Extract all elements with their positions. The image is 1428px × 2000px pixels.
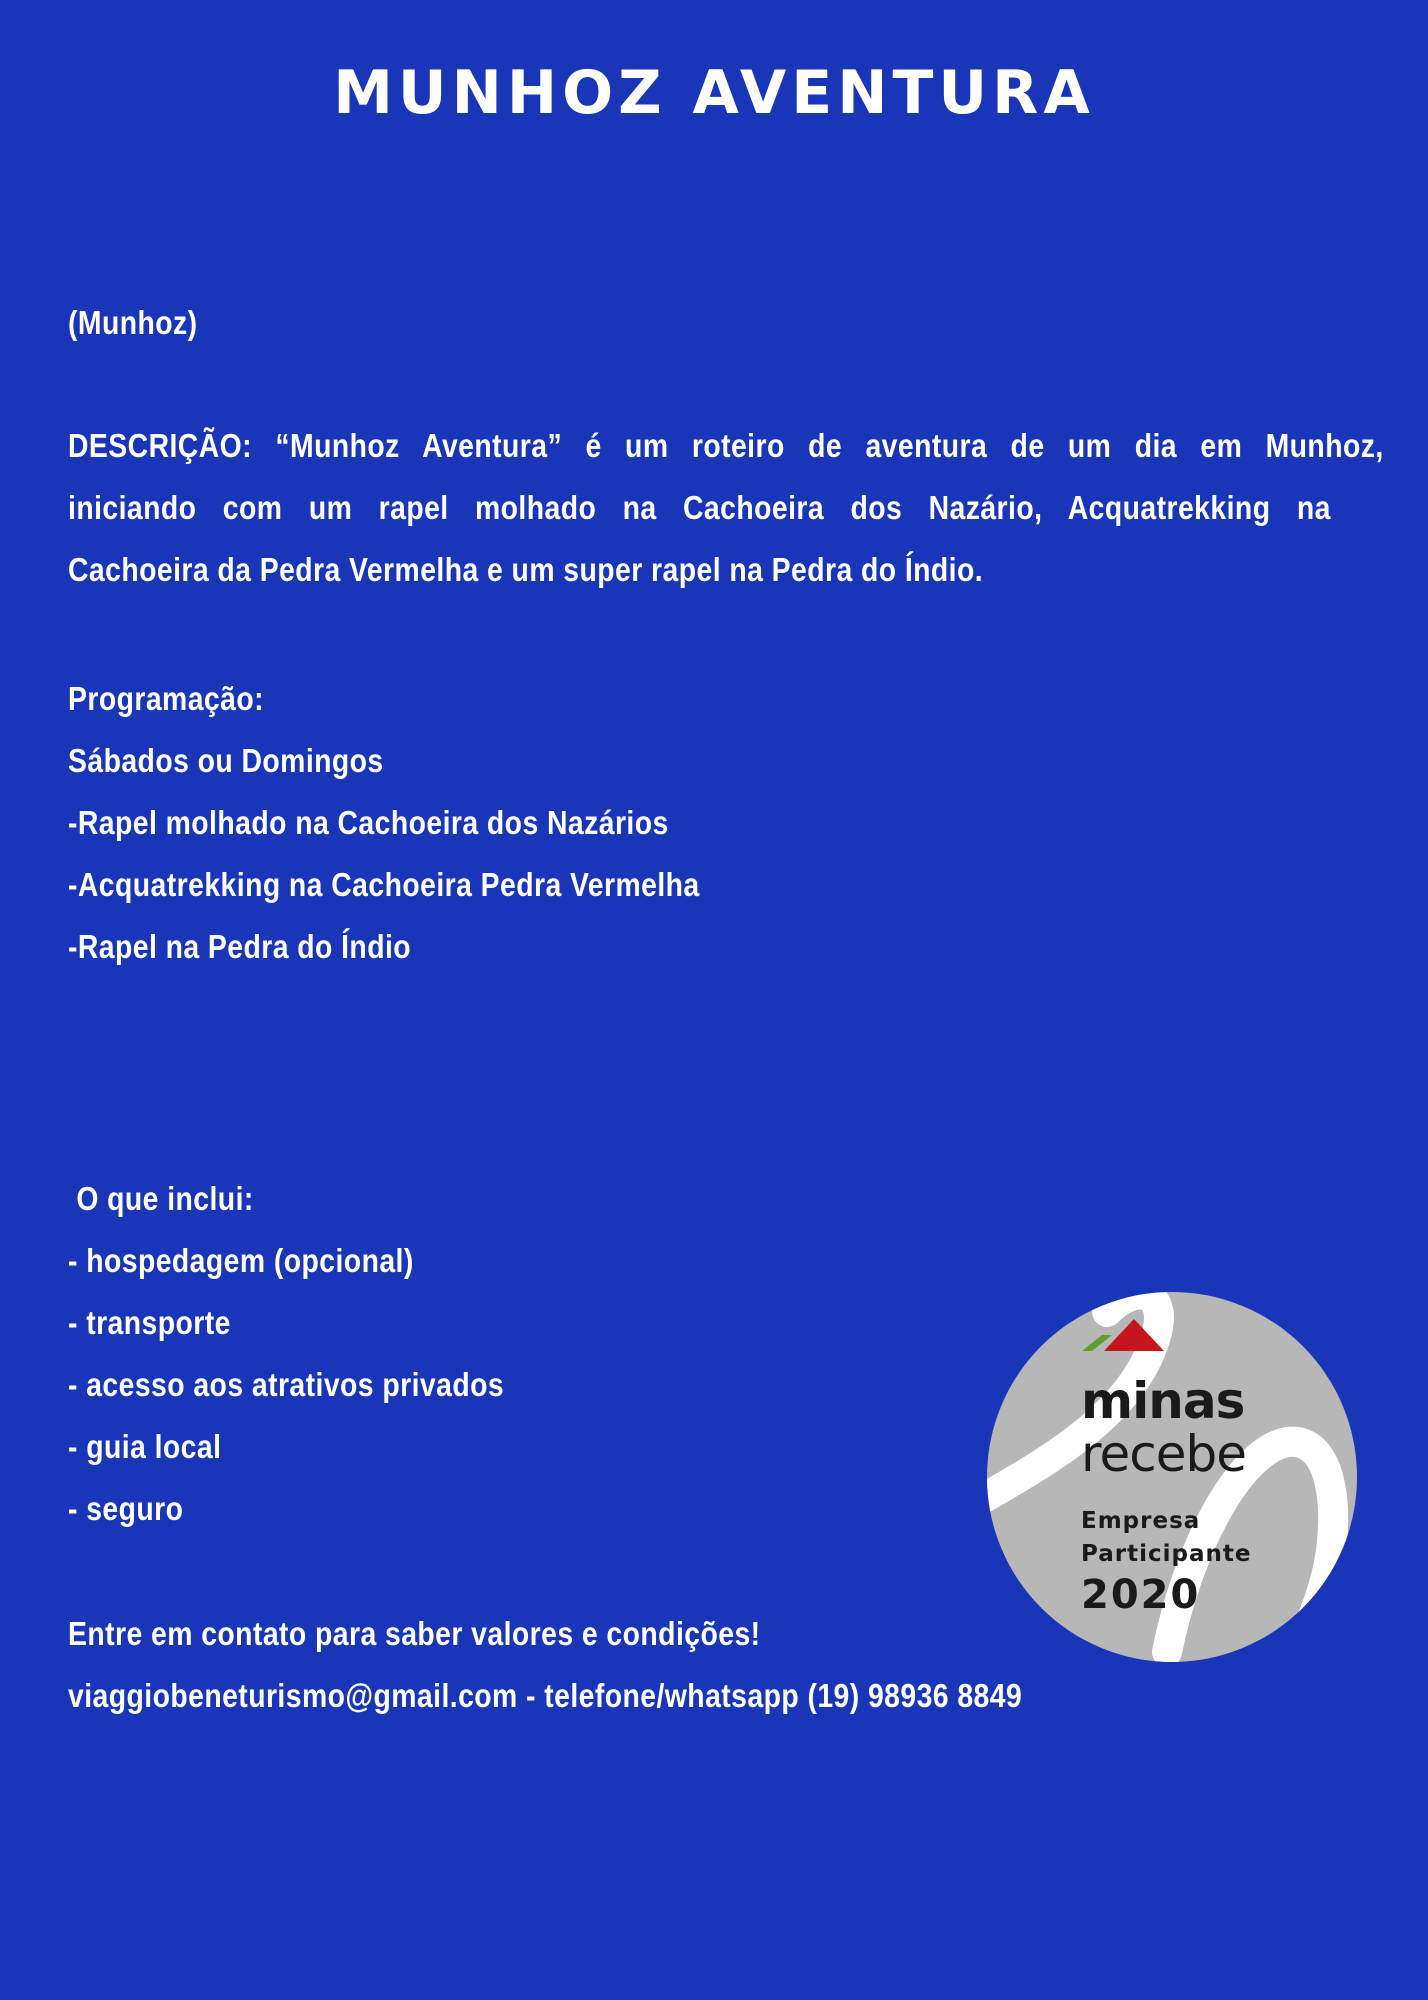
badge-empresa-text bbox=[1081, 1505, 1251, 1571]
includes-item: - guia local bbox=[68, 1428, 222, 1465]
location-text: (Munhoz) bbox=[68, 304, 198, 341]
schedule-section bbox=[68, 668, 802, 978]
schedule-item: Sábados ou Domingos bbox=[68, 742, 384, 779]
includes-heading: O que inclui: bbox=[68, 1180, 254, 1217]
includes-item: - acesso aos atrativos privados bbox=[68, 1366, 505, 1403]
description-line: Cachoeira da Pedra Vermelha e um super rapel na Pedra do Índio. bbox=[68, 551, 984, 588]
house-roof-icon bbox=[1082, 1317, 1182, 1357]
roof-triangle bbox=[1104, 1319, 1164, 1351]
description-block bbox=[68, 415, 1384, 601]
badge-participante-line: Participante bbox=[1081, 1541, 1252, 1567]
includes-section bbox=[68, 1168, 575, 1540]
description-line: iniciando com um rapel molhado na Cachoeira dos Nazário, Acquatrekking na bbox=[68, 489, 1331, 526]
location-block bbox=[68, 292, 219, 354]
description-line: DESCRIÇÃO: “Munhoz Aventura” é um roteiro de aventura de um dia em Munhoz, bbox=[68, 427, 1384, 464]
contact-cta: Entre em contato para saber valores e condições! bbox=[68, 1615, 761, 1652]
schedule-item: -Acquatrekking na Cachoeira Pedra Vermelha bbox=[68, 866, 700, 903]
includes-item: - hospedagem (opcional) bbox=[68, 1242, 414, 1279]
schedule-heading: Programação: bbox=[68, 680, 265, 717]
badge-recebe-text: recebe bbox=[1081, 1425, 1246, 1483]
page-title: MUNHOZ AVENTURA bbox=[333, 58, 1095, 128]
minas-recebe-badge bbox=[987, 1292, 1357, 1662]
badge-empresa-line: Empresa bbox=[1081, 1508, 1201, 1534]
badge-year: 2020 bbox=[1081, 1572, 1201, 1618]
badge-minas-text: minas bbox=[1081, 1372, 1245, 1430]
schedule-item: -Rapel molhado na Cachoeira dos Nazários bbox=[68, 804, 669, 841]
includes-item: - transporte bbox=[68, 1304, 231, 1341]
schedule-item: -Rapel na Pedra do Índio bbox=[68, 928, 412, 965]
includes-item: - seguro bbox=[68, 1490, 184, 1527]
contact-details: viaggiobeneturismo@gmail.com - telefone/whatsapp (19) 98936 8849 bbox=[68, 1677, 1023, 1714]
